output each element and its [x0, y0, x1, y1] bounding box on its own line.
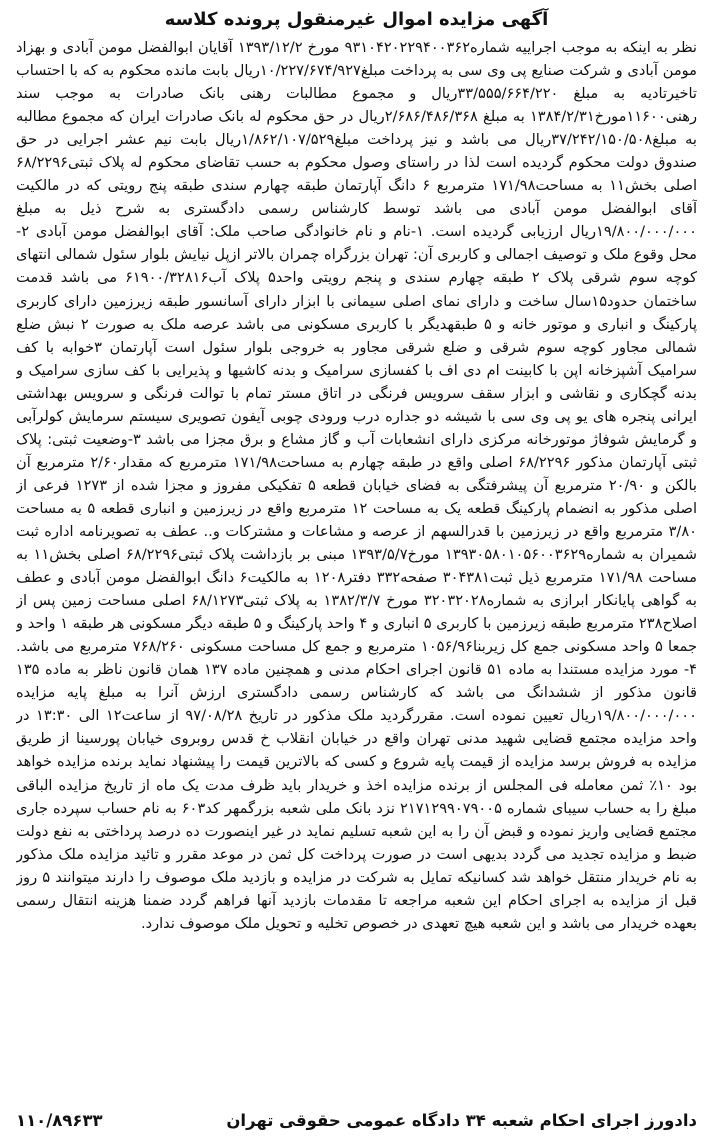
signature-line: دادورز اجرای احکام شعبه ۳۴ دادگاه عمومی حقوقی تهران	[226, 1111, 697, 1130]
notice-footer	[16, 1109, 697, 1133]
notice-title: آگهی مزایده اموال غیرمنقول پرونده کلاسه	[164, 9, 549, 30]
notice-body: نظر به اینکه به موجب اجراییه شماره۹۳۱۰۴۲۰۲۲۹۴۰۰۳۶۲ مورخ ۱۳۹۳/۱۲/۲ آقایان ابوالفضل مومن آبادی و بهزاد مومن آبادی و شرکت صنایع پی وی سی به پرداخت مبلغ۱۰/۲۲۷/۶۷۴/۹۲۷ریال بابت مانده محکوم به که با احتساب تاخیرتادیه به مبلغ ۳۳/۵۵۵/۶۶۴/۲۲۰ریال و مجموع مطالبات رهنی بانک صادرات به موجب سند رهنی۱۱۶۰۰مورخ۱۳۸۴/۲/۳۱ به مبلغ ۲/۶۸۶/۴۸۶/۳۶۸ریال در حق محکوم له بانک صادرات ایران که مجموع مطالبه به مبلغ۳۷/۲۴۲/۱۵۰/۵۰۸ریال می باشد و نیز پرداخت مبلغ۱/۸۶۲/۱۰۷/۵۲۹ریال بابت نیم عشر اجرایی در حق صندوق دولت محکوم گردیده است لذا در راستای وصول محکوم به حسب تقاضای محکوم له پلاک ثبتی۶۸/۲۲۹۶ اصلی بخش۱۱ به مساحت۱۷۱/۹۸ مترمربع ۶ دانگ آپارتمان طبقه چهارم سندی طبقه پنج رویتی که در مالکیت آقای ابوالفضل مومن آبادی می باشد توسط کارشناس رسمی دادگستری به شرح ذیل به مبلغ ۱۹/۸۰۰/۰۰۰/۰۰۰ریال ارزیابی گردیده است. ۱-نام و نام خانوادگی صاحب ملک: آقای ابوالفضل مومن آبادی ۲- محل وقوع ملک و توصیف اجمالی و کاربری آن: تهران بزرگراه چمران بالاتر ازپل نیایش بلوار سئول شمالی انتهای کوچه سوم شرقی پلاک ۲ طبقه چهارم سندی و پنجم رویتی واحد۵ پلاک آب۶۱۹۰۰/۳۲۸۱۶ می باشد قدمت ساختمان حدود۱۵سال ساخت و دارای نمای اصلی سیمانی با ابزار دارای آسانسور طبقه زیرزمین دارای کاربری پارکینگ و انباری و موتور خانه و ۵ طبقهدیگر با کاربری مسکونی می باشد عرصه ملک به صورت ۲ نبش ضلع شمالی مجاور کوچه سوم شرقی و ضلع شرقی مجاور به خروجی بلوار سئول است آپارتمان ۳خوابه با کف سرامیک آشپزخانه اپن با کابینت ام دی اف با کفسازی سرامیک و بدنه کاشیها و پذیرایی با کف سازی سرامیک و بدنه گچکاری و نقاشی و ابزار سقف سرویس فرنگی در اتاق مستر تمام با توالت فرنگی و سرویس بهداشتی ایرانی پنجره های یو پی وی سی با شیشه دو جداره درب ورودی چوبی آیفون تصویری سیستم سرمایش کولرآبی و گرمایش شوفاژ موتورخانه مرکزی دارای انشعابات آب و گاز مشاع و برق مجزا می باشد ۳-وضعیت ثبتی: پلاک ثبتی آپارتمان مذکور ۶۸/۲۲۹۶ اصلی واقع در طبقه چهارم به مساحت۱۷۱/۹۸ مترمربع که مقدار۲/۶۰ مترمربع آن بالکن و ۲۰/۹۰ مترمربع آن پیشرفتگی به فضای خیابان قطعه ۵ تفکیکی مفروز و مجزا شده از ۱۲۷۳ فرعی از اصلی مذکور به انضمام پارکینگ قطعه یک به مساحت ۱۲ مترمربع واقع در زیرزمین و انباری قطعه ۵ به مساحت ۳/۸۰ مترمربع واقع در زیرزمین با قدرالسهم از عرصه و مشاعات و مشترکات و.. عطف به تصویرنامه اداره ثبت شمیران به شماره۱۳۹۳۰۵۸۰۱۰۵۶۰۰۳۶۲۹ مورخ۱۳۹۳/۵/۷ مبنی بر بازداشت پلاک ثبتی۶۸/۲۲۹۶ اصلی بخش۱۱ به مساحت ۱۷۱/۹۸ مترمربع ذیل ثبت۳۰۴۳۸۱ صفحه۳۳۲ دفتر۱۲۰۸ به مالکیت۶ دانگ ابوالفضل مومن آبادی و عطف به گواهی پایانکار ابرازی به شماره۳۲۰۳۲۰۲۸ مورخ ۱۳۸۲/۳/۷ به پلاک ثبتی۶۸/۱۲۷۳ اصلی مساحت زمین پس از اصلاح۲۳۸ مترمربع طبقه زیرزمین با کاربری ۵ انباری و ۴ واحد پارکینگ و ۵ طبقه دیگر مسکونی هر طبقه ۱ واحد و جمعا ۵ واحد مسکونی جمع کل زیربنا۱۰۵۶/۹۶ مترمربع و جمع کل مساحت مسکونی ۷۶۸/۲۶۰ مترمربع می باشد. ۴- مورد مزایده مستندا به ماده ۵۱ قانون اجرای احکام مدنی و همچنین ماده ۱۳۷ همان قانون ناظر به ماده ۱۳۵ قانون مذکور از ششدانگ می باشد که کارشناس رسمی دادگستری ارزش آنرا به مبلغ پایه مزایده ۱۹/۸۰۰/۰۰۰/۰۰۰ریال تعیین نموده است. مقررگردید ملک مذکور در تاریخ ۹۷/۰۸/۲۸ از ساعت۱۲ الی ۱۳:۳۰ در واحد مزایده مجتمع قضایی شهید مدنی تهران واقع در خیابان انقلاب خ قدس روبروی خیابان پورسینا از طریق مزایده به فروش برسد مزایده از قیمت پایه شروع و کسی که بالاترین قیمت را پیشنهاد نماید برنده مزایده خواهد بود ۱۰٪ ثمن معامله فی المجلس از برنده مزایده اخذ و خریدار باید ظرف مدت یک ماه از تاریخ مزایده الباقی مبلغ را به حساب سیبای شماره ۲۱۷۱۲۹۹۰۷۹۰۰۵ نزد بانک ملی شعبه بزرگمهر کد۶۰۳ به نام حساب سپرده جاری مجتمع قضایی واریز نموده و قبض آن را به این شعبه تسلیم نماید در غیر اینصورت ده درصد پرداختی به نفع دولت ضبط و مزایده تجدید می گردد بدیهی است در صورت پرداخت کل ثمن در موعد مقرر و تائید مزایده ملک مذکور به نام خریدار منتقل خواهد شد کسانیکه تمایل به شرکت در مزایده و بازدید ملک موصوف را دارند میتوانند ۵ روز قبل از مزایده به اجرای احکام این شعبه مراجعه تا مقدمات بازدید آنها فراهم گردد ضمنا هزینه انتقال رسمی بعهده خریدار می باشد و این شعبه هیچ تعهدی در خصوص تخلیه و تحویل ملک موصوف ندارد.	[16, 39, 697, 932]
reference-code: ۱۱۰/۸۹۶۳۳	[16, 1111, 103, 1130]
